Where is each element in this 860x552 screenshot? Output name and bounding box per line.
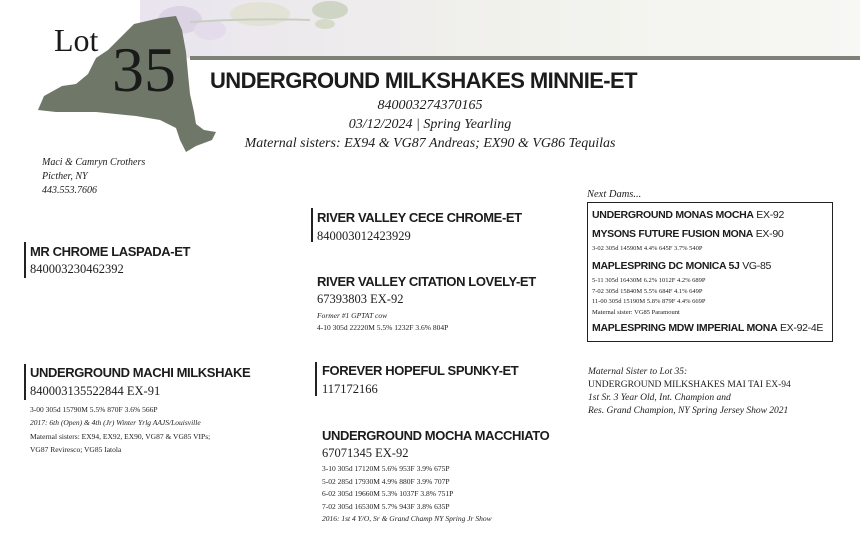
next-dam-3-note: Maternal sister: VG85 Paramount: [592, 308, 680, 316]
owner-town: Picther, NY: [42, 171, 88, 182]
dam-dam-registration: 67071345 EX-92: [322, 446, 409, 460]
dam-sisters-line-1: Maternal sisters: EX94, EX92, EX90, VG87 & VG85 VIPs;: [30, 432, 211, 441]
next-dam-3-record: 11-00 305d 15190M 5.8% 879F 4.4% 669P: [592, 298, 706, 305]
maternal-sister-line-1: 1st Sr. 3 Year Old, Int. Champion and: [588, 393, 731, 403]
animal-maternal-sisters: Maternal sisters: EX94 & VG87 Andreas; EX90 & VG86 Tequilas: [244, 136, 616, 151]
next-dam-4: MAPLESPRING MDW IMPERIAL MONA EX-92-4E: [592, 322, 824, 334]
dam-sire-name: FOREVER HOPEFUL SPUNKY-ET: [322, 363, 519, 378]
owner-info: [42, 156, 145, 198]
sire-name: MR CHROME LASPADA-ET: [30, 244, 191, 259]
owner-phone: 443.553.7606: [42, 185, 97, 196]
next-dams-box: [587, 202, 833, 342]
next-dam-2: MYSONS FUTURE FUSION MONA EX-90: [592, 228, 784, 240]
dam-sisters-line-2: VG87 Reviresco; VG85 Iatola: [30, 445, 122, 454]
next-dam-3-record: 5-11 305d 16430M 6.2% 1012F 4.2% 689P: [592, 277, 706, 284]
sire-dam-record: 4-10 305d 22220M 5.5% 1232F 3.6% 804P: [317, 323, 449, 332]
lot-number: 35: [112, 34, 176, 105]
sire-sire-bracket: [311, 208, 313, 242]
maternal-sister-block: [588, 366, 791, 418]
owner-name: Maci & Camryn Crothers: [42, 157, 146, 168]
animal-registration: 840003274370165: [377, 98, 483, 113]
animal-birth: 03/12/2024 | Spring Yearling: [348, 117, 512, 132]
next-dam-1: UNDERGROUND MONAS MOCHA EX-92: [592, 209, 784, 221]
maternal-sister-name: UNDERGROUND MILKSHAKES MAI TAI EX-94: [588, 380, 791, 390]
animal-name: UNDERGROUND MILKSHAKES MINNIE-ET: [210, 68, 637, 93]
dam-registration: 840003135522844 EX-91: [30, 384, 161, 398]
sire-sire-name: RIVER VALLEY CECE CHROME-ET: [317, 210, 522, 225]
sire-bracket: [24, 242, 26, 278]
dam-dam-name: UNDERGROUND MOCHA MACCHIATO: [322, 428, 550, 443]
sire-dam-note: Former #1 GPTAT cow: [317, 311, 388, 320]
dam-record: 3-00 305d 15790M 5.5% 870F 3.6% 566P: [30, 405, 158, 414]
dam-dam-record: 6-02 305d 19660M 5.3% 1037F 3.8% 751P: [322, 489, 454, 498]
sire-registration: 840003230462392: [30, 262, 124, 276]
dam-bracket: [24, 364, 26, 400]
dam-show: 2017: 6th (Open) & 4th (Jr) Winter Yrlg AAJS/Louisville: [30, 418, 201, 427]
dam-dam-record: 7-02 305d 16530M 5.7% 943F 3.8% 635P: [322, 501, 450, 511]
next-dams-heading: Next Dams...: [587, 189, 642, 200]
dam-sire-registration: 117172166: [322, 382, 378, 396]
maternal-sister-line-2: Res. Grand Champion, NY Spring Jersey Show 2021: [588, 406, 789, 416]
header-rule: [190, 56, 860, 60]
sire-dam-registration: 67393803 EX-92: [317, 292, 404, 306]
sire-sire-registration: 840003012423929: [317, 229, 411, 243]
next-dam-3-record: 7-02 305d 15840M 5.5% 684F 4.1% 649P: [592, 287, 703, 295]
sire-dam-name: RIVER VALLEY CITATION LOVELY-ET: [317, 274, 536, 289]
next-dam-3: MAPLESPRING DC MONICA 5J VG-85: [592, 260, 772, 272]
dam-sire-bracket: [315, 362, 317, 396]
dam-dam-record: 3-10 305d 17120M 5.6% 953F 3.9% 675P: [322, 464, 450, 473]
dam-dam-record: 5-02 285d 17930M 4.9% 880F 3.9% 707P: [322, 476, 450, 486]
dam-name: UNDERGROUND MACHI MILKSHAKE: [30, 365, 251, 380]
dam-dam-records: [322, 463, 492, 526]
lot-label: Lot: [54, 22, 99, 58]
floral-banner: [140, 0, 860, 58]
maternal-sister-heading: Maternal Sister to Lot 35:: [588, 367, 688, 377]
next-dam-2-record: 3-02 305d 14590M 4.4% 645F 3.7% 540P: [592, 245, 703, 252]
dam-dam-show: 2016: 1st 4 Y/O, Sr & Grand Champ NY Spring Jr Show: [322, 514, 492, 523]
next-dam-3-records: [592, 276, 706, 318]
